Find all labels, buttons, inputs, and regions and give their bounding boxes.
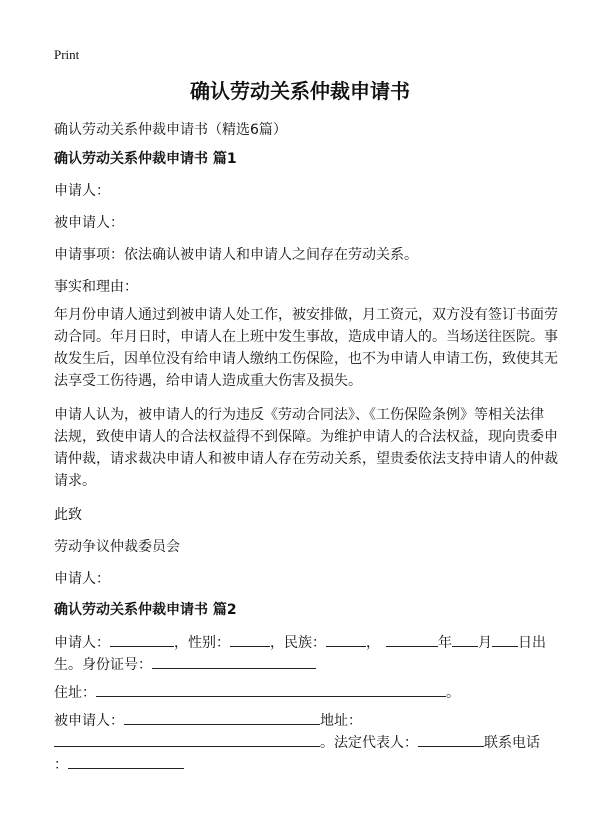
facts-label: 事实和理由：	[54, 279, 138, 295]
address-blank[interactable]	[96, 681, 446, 697]
text-line: 请仲裁，请求裁决申请人和被申请人存在劳动关系，望贵委依法支持申请人的仲裁	[54, 451, 558, 467]
ethnicity-blank[interactable]	[326, 631, 366, 647]
respondent-blank[interactable]	[124, 709, 320, 725]
text-line: 法规，致使申请人的合法权益得不到保障。为维护申请人的合法权益，现向贵委申	[54, 429, 558, 445]
label: 月	[478, 635, 492, 651]
text-line: 动合同。年月日时，申请人在上班中发生事故，造成申请人的。当场送往医院。事	[54, 329, 558, 345]
day-blank[interactable]	[492, 631, 518, 647]
label: ，性别：	[174, 635, 230, 651]
text-line: 申请人认为，被申请人的行为违反《劳动合同法》、《工伤保险条例》等相关法律	[54, 407, 544, 423]
signature-label: 申请人：	[54, 571, 110, 587]
id-blank[interactable]	[152, 653, 316, 669]
form-line-phone	[54, 753, 184, 776]
label: 生。身份证号：	[54, 657, 152, 673]
label: 地址：	[320, 713, 362, 729]
label: ：	[54, 757, 68, 773]
text-line: 请求。	[54, 473, 96, 489]
phone-blank[interactable]	[68, 753, 184, 769]
legal-rep-blank[interactable]	[418, 731, 484, 747]
year-blank[interactable]	[386, 631, 438, 647]
facts-paragraph	[54, 304, 558, 392]
claim-text: 申请事项：依法确认被申请人和申请人之间存在劳动关系。	[54, 247, 418, 263]
label: ，民族：	[270, 635, 326, 651]
label: 。	[446, 685, 460, 701]
label: 申请人：	[54, 635, 110, 651]
text-line: 法享受工伤待遇，给申请人造成重大伤害及损失。	[54, 373, 362, 389]
form-line-respondent	[54, 709, 362, 732]
label: 年	[438, 635, 452, 651]
committee: 劳动争议仲裁委员会	[54, 539, 180, 555]
section2-heading: 确认劳动关系仲裁申请书 篇2	[54, 602, 237, 618]
resp-address-blank[interactable]	[54, 731, 320, 747]
respondent-label: 被申请人：	[54, 215, 124, 231]
section1-heading: 确认劳动关系仲裁申请书 篇1	[54, 151, 237, 167]
page-title: 确认劳动关系仲裁申请书	[190, 79, 410, 103]
label: 日出	[518, 635, 546, 651]
label: 。法定代表人：	[320, 735, 418, 751]
text-line: 故发生后，因单位没有给申请人缴纳工伤保险，也不为申请人申请工伤，致使其无	[54, 351, 558, 367]
form-line-applicant	[54, 631, 546, 654]
month-blank[interactable]	[452, 631, 478, 647]
gender-blank[interactable]	[230, 631, 270, 647]
subtitle: 确认劳动关系仲裁申请书（精选6篇）	[54, 122, 287, 138]
label: 联系电话	[484, 735, 540, 751]
text-line: 年月份申请人通过到被申请人处工作，被安排做，月工资元，双方没有签订书面劳	[54, 307, 558, 323]
label: 住址：	[54, 685, 96, 701]
applicant-label: 申请人：	[54, 183, 110, 199]
form-line-legal-rep	[54, 731, 540, 754]
reason-paragraph	[54, 404, 558, 492]
form-line-id	[54, 653, 316, 676]
label: 被申请人：	[54, 713, 124, 729]
form-line-address	[54, 681, 460, 704]
name-blank[interactable]	[110, 631, 174, 647]
closing: 此致	[54, 507, 82, 523]
print-link[interactable]: Print	[54, 47, 80, 62]
label: ，	[366, 635, 380, 651]
